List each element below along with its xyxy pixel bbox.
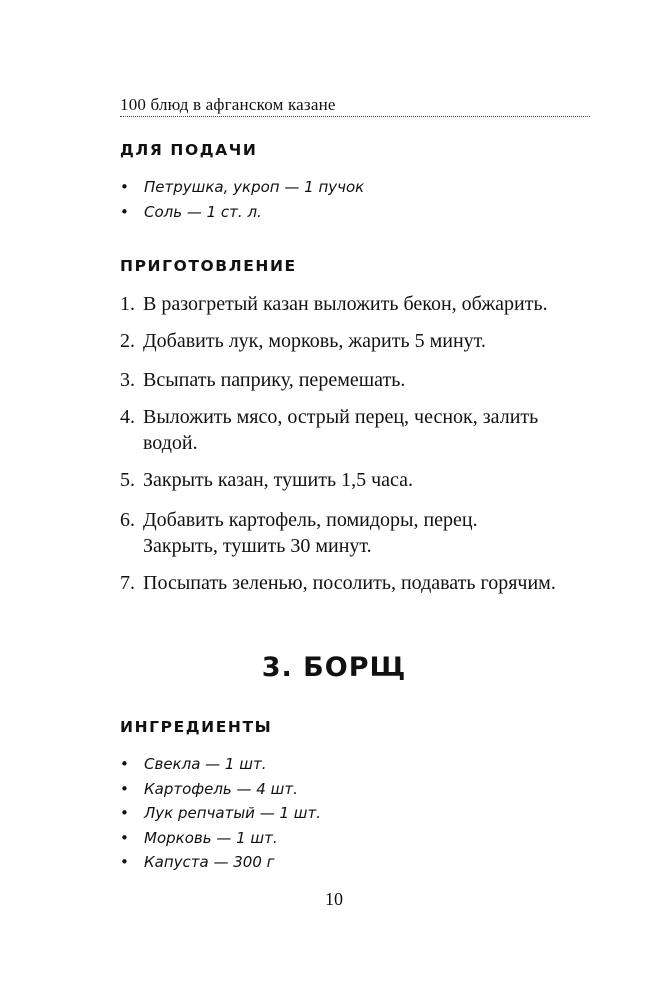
list-item <box>120 801 321 826</box>
step-text: В разогретый казан выложить бекон, обжарить. <box>143 293 548 315</box>
ingredient-text: Капуста — 300 г <box>144 853 275 871</box>
running-head: 100 блюд в афганском казане <box>120 95 336 114</box>
list-item <box>120 777 321 802</box>
list-item <box>120 200 364 225</box>
step-item <box>120 367 600 393</box>
step-text: Закрыть казан, тушить 1,5 часа. <box>143 469 414 491</box>
list-item <box>120 752 321 777</box>
step-text: Добавить картофель, помидоры, перец. Закрыть, тушить 30 минут. <box>143 509 478 557</box>
step-number: 6. <box>120 509 135 531</box>
step-item <box>120 467 600 493</box>
ingredients-heading: ИНГРЕДИЕНТЫ <box>120 718 273 736</box>
step-text: Добавить лук, морковь, жарить 5 минут. <box>143 330 486 352</box>
list-item <box>120 850 321 875</box>
ingredient-text: Лук репчатый — 1 шт. <box>144 804 322 822</box>
serving-list <box>120 175 364 224</box>
step-item <box>120 291 600 317</box>
preparation-heading: ПРИГОТОВЛЕНИЕ <box>120 257 297 275</box>
ingredients-list <box>120 752 321 875</box>
step-item <box>120 328 600 354</box>
bullet-icon: • <box>120 804 129 822</box>
step-number: 3. <box>120 369 135 391</box>
ingredient-text: Морковь — 1 шт. <box>144 828 278 847</box>
step-number: 2. <box>120 330 135 352</box>
serving-item-text: Петрушка, укроп — 1 пучок <box>144 178 365 196</box>
ingredient-text: Свекла — 1 шт. <box>144 755 267 773</box>
step-text: Всыпать паприку, перемешать. <box>143 369 406 391</box>
step-number: 1. <box>120 293 135 315</box>
page-number: 10 <box>325 889 343 909</box>
step-number: 4. <box>120 406 135 428</box>
running-head-divider <box>120 116 590 117</box>
ingredient-text: Картофель — 4 шт. <box>144 779 298 798</box>
bullet-icon: • <box>120 853 129 871</box>
step-number: 5. <box>120 469 135 491</box>
bullet-icon: • <box>120 779 129 798</box>
list-item <box>120 826 321 851</box>
step-text: Посыпать зеленью, посолить, подавать горячим. <box>143 572 556 594</box>
bullet-icon: • <box>120 828 129 847</box>
step-item <box>120 570 600 596</box>
step-number: 7. <box>120 572 135 594</box>
step-item <box>120 507 540 559</box>
bullet-icon: • <box>120 202 129 221</box>
recipe-title: 3. БОРЩ <box>261 652 407 683</box>
list-item <box>120 175 364 200</box>
bullet-icon: • <box>120 755 129 773</box>
step-item <box>120 404 540 456</box>
serving-heading: ДЛЯ ПОДАЧИ <box>120 141 258 159</box>
serving-item-text: Соль — 1 ст. л. <box>144 202 262 221</box>
step-text: Выложить мясо, острый перец, чеснок, залить водой. <box>143 406 539 454</box>
bullet-icon: • <box>120 178 129 196</box>
